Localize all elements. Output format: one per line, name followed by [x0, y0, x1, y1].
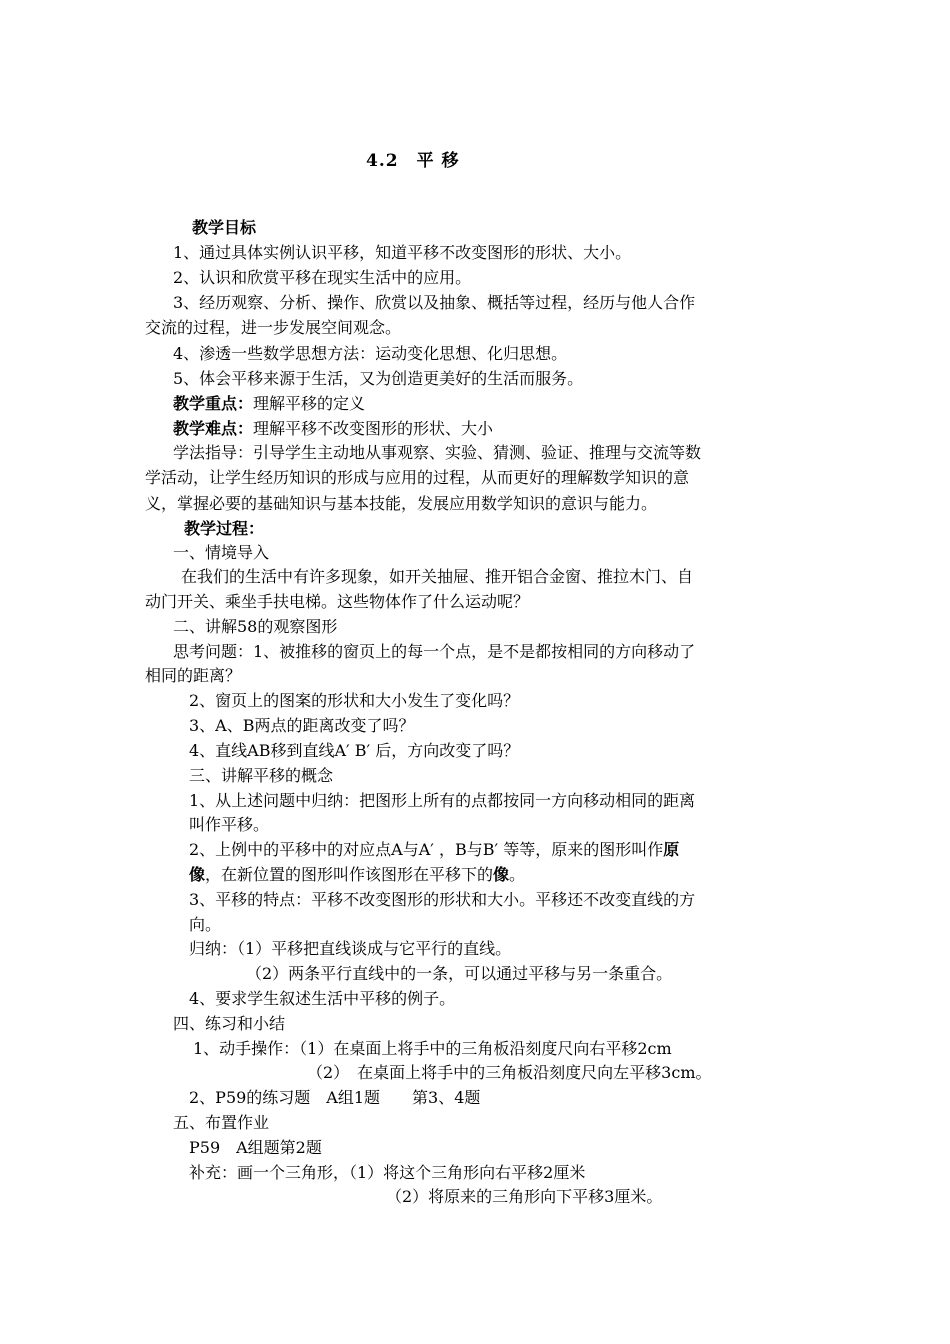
paragraph-line: 3、A、B两点的距离改变了吗？ — [189, 716, 415, 735]
paragraph-line: 思考问题：1、被推移的窗页上的每一个点，是不是都按相同的方向移动了 — [173, 642, 696, 661]
paragraph-line — [189, 840, 679, 860]
section-heading: 四、练习和小结 — [173, 1014, 286, 1033]
objectives-heading: 教学目标 — [192, 218, 257, 237]
paragraph-line: 动门开关、乘坐手扶电梯。这些物体作了什么运动呢？ — [145, 592, 530, 611]
paragraph-line: 相同的距离？ — [145, 666, 242, 685]
text-run: ，在新位置的图形叫作该图形在平移下的 — [205, 865, 494, 884]
paragraph-line: 1、动手操作：（1）在桌面上将手中的三角板沿刻度尺向右平移2cm — [193, 1039, 672, 1058]
key-point-text: 理解平移的定义 — [253, 394, 366, 413]
section-heading: 三、讲解平移的概念 — [189, 766, 334, 785]
paragraph-line: （2）两条平行直线中的一条，可以通过平移与另一条重合。 — [246, 964, 673, 983]
objective-line: 交流的过程，进一步发展空间观念。 — [145, 318, 402, 337]
key-point-label: 教学重点： — [173, 394, 254, 413]
objective-line: 3、经历观察、分析、操作、欣赏以及抽象、概括等过程，经历与他人合作 — [173, 293, 696, 312]
bold-term: 像 — [189, 865, 206, 884]
difficulty-text: 理解平移不改变图形的形状、大小 — [253, 419, 494, 438]
paragraph-line: 在我们的生活中有许多现象，如开关抽屉、推开铝合金窗、推拉木门、自 — [181, 567, 694, 586]
paragraph-line: （2） 在桌面上将手中的三角板沿刻度尺向左平移3cm。 — [307, 1063, 712, 1082]
method-line: 义，掌握必要的基础知识与基本技能，发展应用数学知识的意识与能力。 — [145, 494, 658, 513]
objective-line: 4、渗透一些数学思想方法：运动变化思想、化归思想。 — [173, 344, 568, 363]
paragraph-line: 向。 — [189, 915, 222, 934]
process-heading: 教学过程： — [184, 519, 265, 538]
section-heading: 一、情境导入 — [173, 543, 270, 562]
paragraph-line: 叫作平移。 — [189, 815, 270, 834]
text-run: 2、上例中的平移中的对应点A与A′ ，B与B′ 等等，原来的图形叫作 — [189, 840, 664, 859]
page-title: 4.2 平 移 — [366, 151, 460, 171]
bold-term: 原 — [663, 840, 680, 859]
paragraph-line: 2、P59的练习题 A组1题 第3、4题 — [189, 1088, 481, 1107]
paragraph-line: P59 A组题第2题 — [189, 1138, 322, 1157]
text-run: 。 — [509, 865, 526, 884]
paragraph-line: 补充：画一个三角形，（1）将这个三角形向右平移2厘米 — [189, 1163, 586, 1182]
method-line: 学活动，让学生经历知识的形成与应用的过程，从而更好的理解数学知识的意 — [145, 468, 690, 487]
paragraph-line: 4、要求学生叙述生活中平移的例子。 — [189, 989, 456, 1008]
objective-line: 5、体会平移来源于生活，又为创造更美好的生活而服务。 — [173, 369, 584, 388]
method-line: 学法指导：引导学生主动地从事观察、实验、猜测、验证、推理与交流等数 — [173, 443, 702, 462]
paragraph-line: 归纳：（1）平移把直线谈成与它平行的直线。 — [189, 939, 512, 958]
section-heading: 二、讲解58的观察图形 — [173, 617, 338, 636]
difficulty-line — [173, 419, 493, 439]
paragraph-line: 4、直线AB移到直线A′ B′ 后，方向改变了吗？ — [189, 741, 520, 760]
objective-line: 2、认识和欣赏平移在现实生活中的应用。 — [173, 268, 472, 287]
difficulty-label: 教学难点： — [173, 419, 254, 438]
bold-term: 像 — [493, 865, 510, 884]
paragraph-line: （2）将原来的三角形向下平移3厘米。 — [386, 1187, 663, 1206]
paragraph-line: 3、平移的特点：平移不改变图形的形状和大小。平移还不改变直线的方 — [189, 890, 696, 909]
paragraph-line: 1、从上述问题中归纳：把图形上所有的点都按同一方向移动相同的距离 — [189, 791, 696, 810]
paragraph-line: 2、窗页上的图案的形状和大小发生了变化吗？ — [189, 691, 520, 710]
objective-line: 1、通过具体实例认识平移，知道平移不改变图形的形状、大小。 — [173, 243, 632, 262]
section-heading: 五、布置作业 — [173, 1113, 270, 1132]
key-point-line — [173, 394, 365, 414]
paragraph-line — [189, 865, 525, 885]
